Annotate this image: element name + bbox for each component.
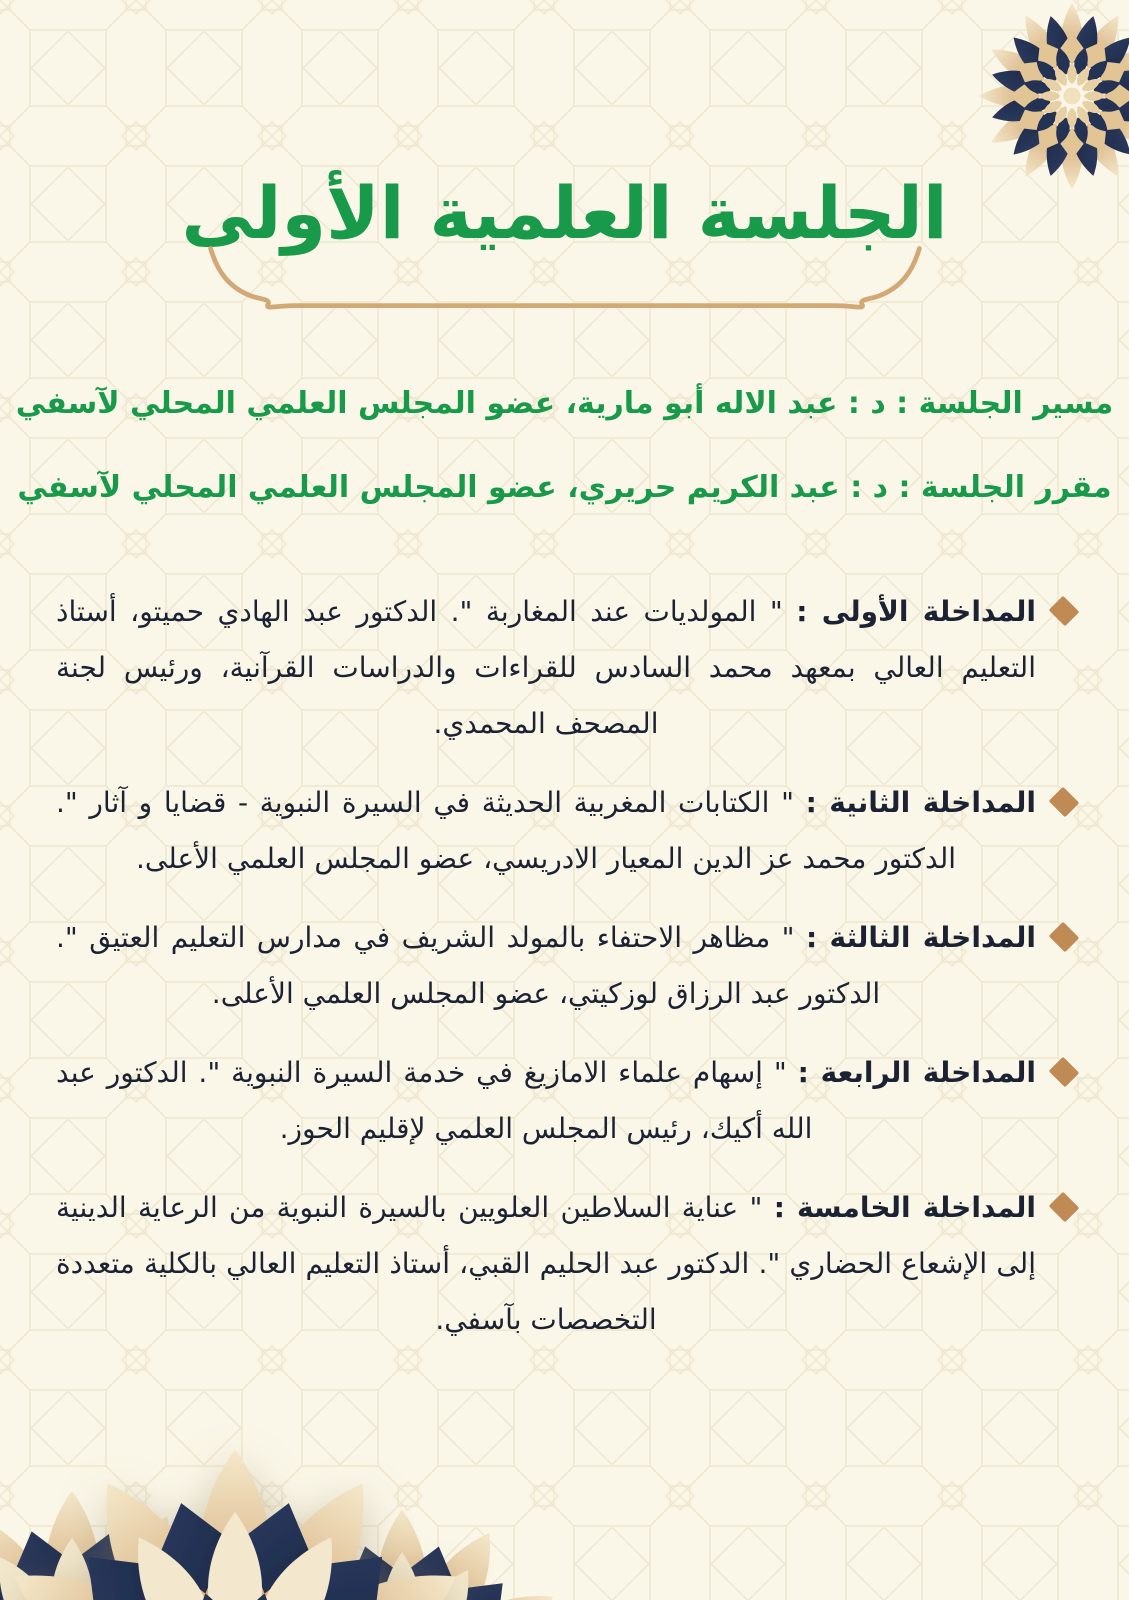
intervention-text (56, 1180, 1036, 1348)
intervention-item (56, 1045, 1075, 1157)
intervention-item (56, 584, 1075, 752)
intervention-body: " عناية السلاطين العلويين بالسيرة النبوية من الرعاية الدينية إلى الإشعاع الحضاري ". الدكتور عبد الحليم القبي، أستاذ التعليم العالي بالكلية متعددة التخصصات بآسفي. (56, 1191, 1036, 1336)
intervention-item (56, 775, 1075, 887)
intervention-label: المداخلة الثالثة : (806, 921, 1036, 954)
intervention-label: المداخلة الخامسة : (773, 1191, 1036, 1224)
intervention-body: " إسهام علماء الامازيغ في خدمة السيرة النبوية ". الدكتور عبد الله أكيك، رئيس المجلس العلمي لإقليم الحوز. (56, 1056, 813, 1145)
intervention-text (56, 775, 1036, 887)
diamond-bullet-icon (1049, 1057, 1080, 1088)
session-moderator-line: مسير الجلسة : د : عبد الاله أبو مارية، عضو المجلس العلمي المحلي لآسفي (15, 386, 1114, 421)
interventions-list (0, 584, 1129, 1348)
page-title: الجلسة العلمية الأولى (181, 171, 948, 255)
session-rapporteur-line: مقرر الجلسة : د : عبد الكريم حريري، عضو المجلس العلمي المحلي لآسفي (17, 470, 1112, 505)
intervention-body: " مظاهر الاحتفاء بالمولد الشريف في مدارس التعليم العتيق ". الدكتور عبد الرزاق لوزكيتي، عضو المجلس العلمي الأعلى. (56, 921, 881, 1010)
intervention-text (56, 584, 1036, 752)
intervention-label: المداخلة الثانية : (805, 786, 1036, 819)
intervention-item (56, 910, 1075, 1022)
intervention-text (56, 910, 1036, 1022)
diamond-bullet-icon (1049, 787, 1080, 818)
diamond-bullet-icon (1049, 596, 1080, 627)
intervention-body: " الكتابات المغربية الحديثة في السيرة النبوية - قضايا و آثار ". الدكتور محمد عز الدين المعيار الادريسي، عضو المجلس العلمي الأعلى. (56, 786, 957, 875)
intervention-text (56, 1045, 1036, 1157)
diamond-bullet-icon (1049, 1192, 1080, 1223)
diamond-bullet-icon (1049, 922, 1080, 953)
intervention-label: المداخلة الأولى : (796, 595, 1036, 628)
session-roles-block (0, 362, 1129, 530)
intervention-label: المداخلة الرابعة : (797, 1056, 1037, 1089)
title-block (0, 0, 1129, 316)
intervention-body: " المولديات عند المغاربة ". الدكتور عبد الهادي حميتو، أستاذ التعليم العالي بمعهد محمد السادس للقراءات والدراسات القرآنية، ورئيس لجنة المصحف المحمدي. (56, 595, 1036, 740)
intervention-item (56, 1180, 1075, 1348)
